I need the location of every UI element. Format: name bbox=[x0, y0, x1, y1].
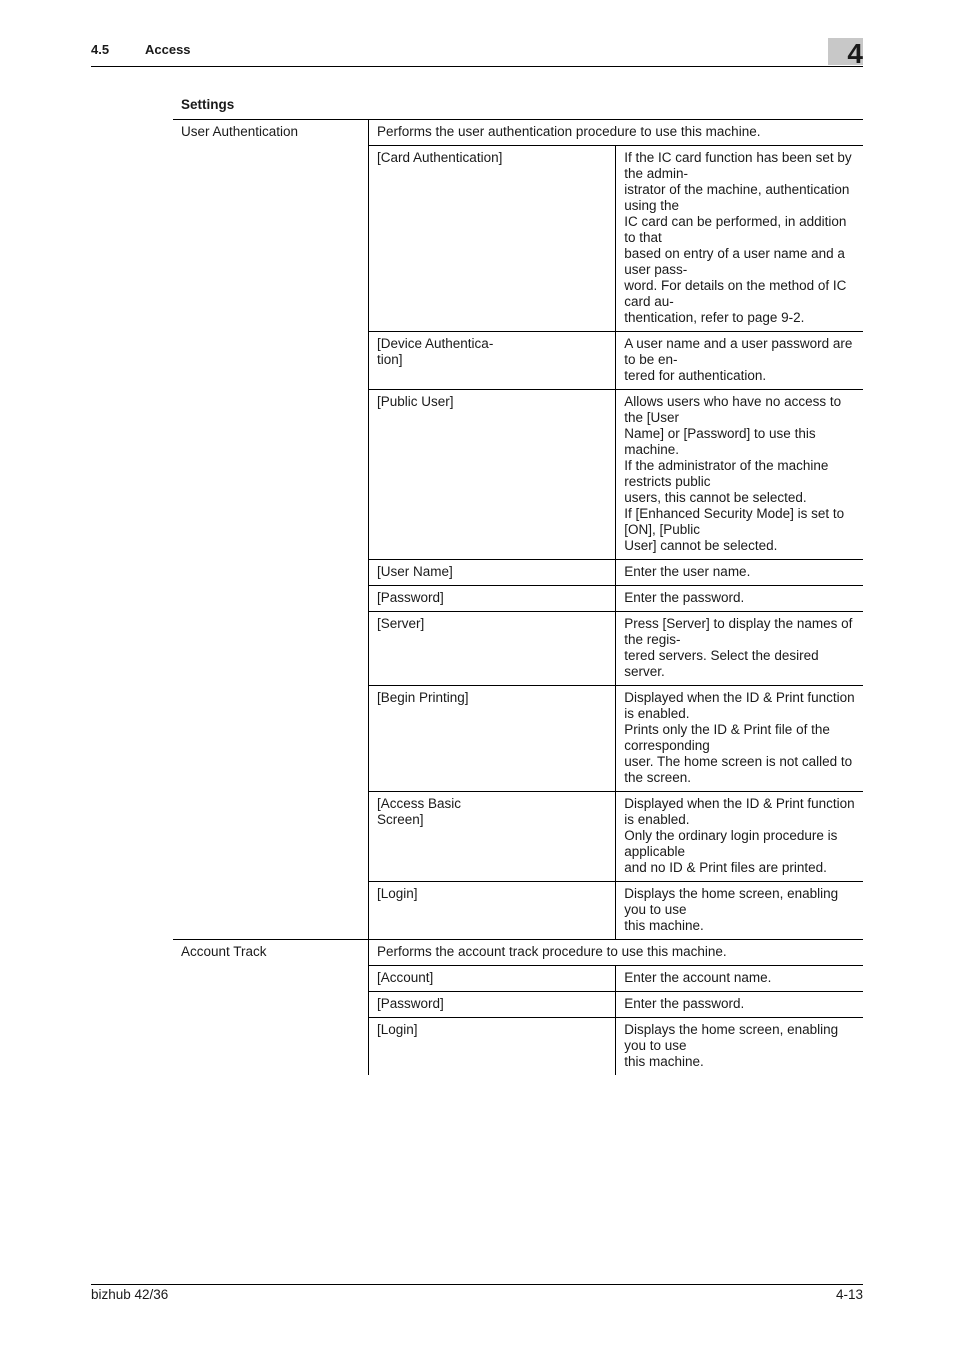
setting-description: Displayed when the ID & Print function is enabled. Prints only the ID & Print file of the corresponding user. The home screen is not called to the screen. bbox=[616, 686, 863, 792]
setting-description: Displayed when the ID & Print function is enabled. Only the ordinary login procedure is applicable and no ID & Print files are printed. bbox=[616, 792, 863, 882]
setting-key: [Card Authentication] bbox=[369, 146, 616, 332]
settings-table-body bbox=[173, 120, 863, 1076]
setting-group-summary: Performs the user authentication procedure to use this machine. bbox=[369, 120, 864, 146]
section-title: Access bbox=[145, 42, 191, 57]
setting-group-summary: Performs the account track procedure to use this machine. bbox=[369, 940, 864, 966]
setting-key: [Login] bbox=[369, 882, 616, 940]
setting-key: [Login] bbox=[369, 1018, 616, 1076]
settings-table bbox=[173, 119, 863, 1075]
setting-key: [Server] bbox=[369, 612, 616, 686]
table-row bbox=[173, 940, 863, 966]
setting-key: [Public User] bbox=[369, 390, 616, 560]
section-number: 4.5 bbox=[91, 42, 110, 57]
chapter-number: 4 bbox=[847, 38, 863, 69]
page-number: 4-13 bbox=[835, 1287, 863, 1302]
setting-description: Enter the account name. bbox=[616, 966, 863, 992]
setting-description: A user name and a user password are to be en- tered for authentication. bbox=[616, 332, 863, 390]
page-footer bbox=[91, 1284, 863, 1302]
setting-key: [User Name] bbox=[369, 560, 616, 586]
page-header bbox=[91, 40, 863, 67]
setting-key: [Password] bbox=[369, 586, 616, 612]
setting-description: Displays the home screen, enabling you to use this machine. bbox=[616, 882, 863, 940]
setting-description: If the IC card function has been set by the admin- istrator of the machine, authentication using the IC card can be performed, in addition to that based on entry of a user name and a user pass- word. For details on the method of IC card au- thentication, refer to page 9-2. bbox=[616, 146, 863, 332]
setting-group-name: User Authentication bbox=[173, 120, 369, 940]
settings-heading: Settings bbox=[181, 97, 235, 112]
setting-key: [Account] bbox=[369, 966, 616, 992]
table-row bbox=[173, 120, 863, 146]
setting-description: Press [Server] to display the names of the regis- tered servers. Select the desired server. bbox=[616, 612, 863, 686]
setting-key: [Access Basic Screen] bbox=[369, 792, 616, 882]
product-name: bizhub 42/36 bbox=[91, 1287, 169, 1302]
setting-group-name: Account Track bbox=[181, 944, 267, 959]
setting-description: Allows users who have no access to the [User Name] or [Password] to use this machine. If the administrator of the machine restricts public users, this cannot be selected. If [Enhanced Security Mode] is set to [ON], [Public User] cannot be selected. bbox=[616, 390, 863, 560]
setting-description: Enter the password. bbox=[616, 586, 863, 612]
setting-description: Enter the user name. bbox=[616, 560, 863, 586]
setting-key: [Device Authentica- tion] bbox=[369, 332, 616, 390]
setting-key: [Password] bbox=[369, 992, 616, 1018]
setting-description: Enter the password. bbox=[616, 992, 863, 1018]
setting-description: Displays the home screen, enabling you to use this machine. bbox=[616, 1018, 863, 1076]
setting-key: [Begin Printing] bbox=[369, 686, 616, 792]
chapter-tab bbox=[828, 38, 863, 69]
